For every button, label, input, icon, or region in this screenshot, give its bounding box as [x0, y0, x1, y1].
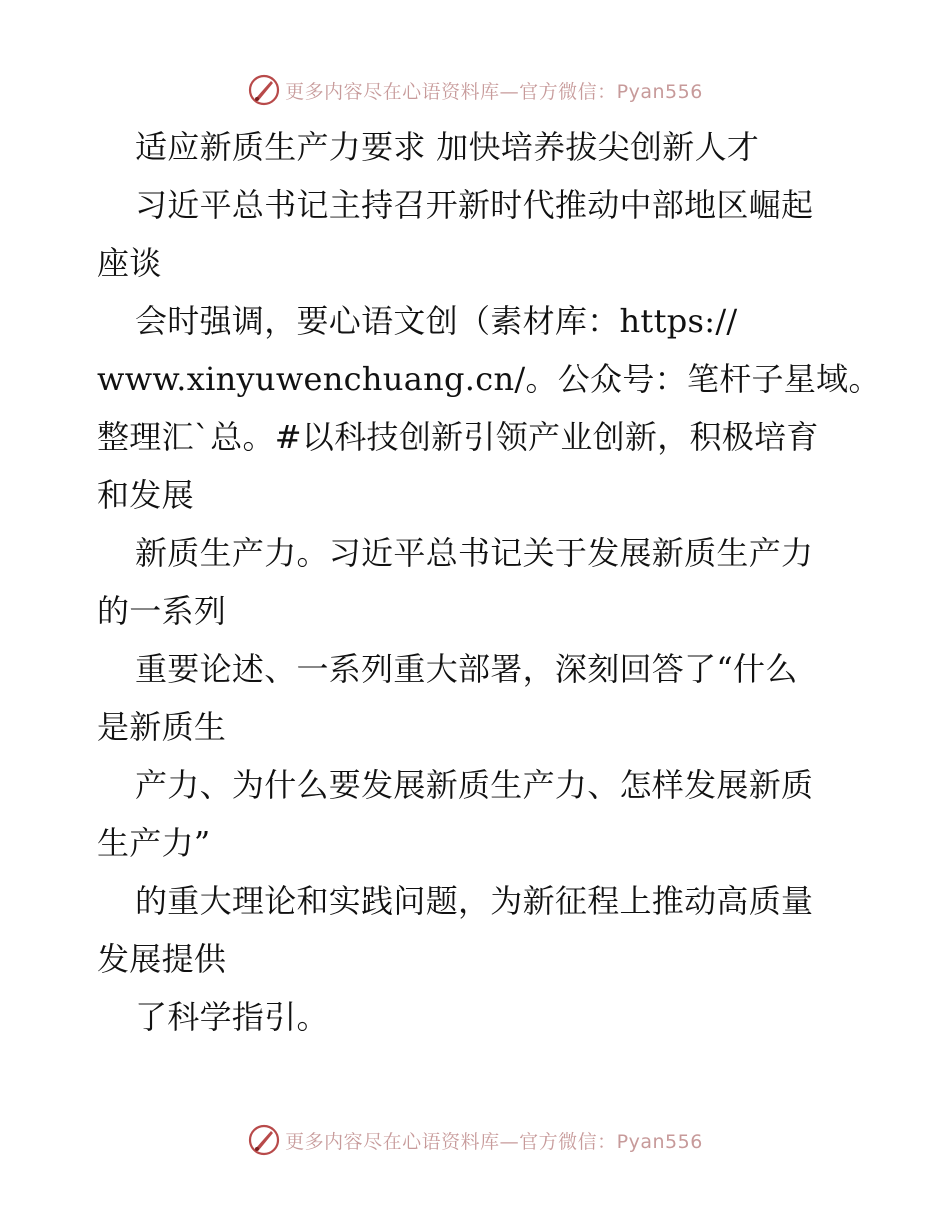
text-line: 适应新质生产力要求 加快培养拔尖创新人才	[135, 128, 760, 166]
text-line: 整理汇`总。#以科技创新引领产业创新，积极培育	[97, 418, 819, 456]
header-watermark	[0, 70, 950, 110]
text-line: 生产力”	[97, 824, 211, 862]
text-line: 习近平总书记主持召开新时代推动中部地区崛起	[135, 186, 814, 224]
text-line: 的重大理论和实践问题，为新征程上推动高质量	[135, 882, 814, 920]
text-line: 会时强调，要心语文创（素材库：https://	[135, 302, 738, 340]
text-line: 的一系列	[97, 592, 227, 630]
text-line: www.xinyuwenchuang.cn/。公众号：笔杆子星域。	[97, 360, 881, 398]
watermark-text: 更多内容尽在心语资料库—官方微信：Pyan556	[285, 1130, 703, 1153]
quill-logo-icon	[247, 73, 281, 107]
quill-logo-icon	[247, 1123, 281, 1157]
watermark-text: 更多内容尽在心语资料库—官方微信：Pyan556	[285, 80, 703, 103]
text-line: 了科学指引。	[135, 998, 329, 1036]
text-line: 和发展	[97, 476, 194, 514]
text-line: 重要论述、一系列重大部署，深刻回答了“什么	[135, 650, 798, 688]
document-body	[97, 118, 881, 1046]
text-line: 发展提供	[97, 940, 227, 978]
text-line: 是新质生	[97, 708, 227, 746]
text-line: 产力、为什么要发展新质生产力、怎样发展新质	[135, 766, 814, 804]
footer-watermark	[0, 1120, 950, 1160]
text-line: 新质生产力。习近平总书记关于发展新质生产力	[135, 534, 814, 572]
text-line: 座谈	[97, 244, 162, 282]
